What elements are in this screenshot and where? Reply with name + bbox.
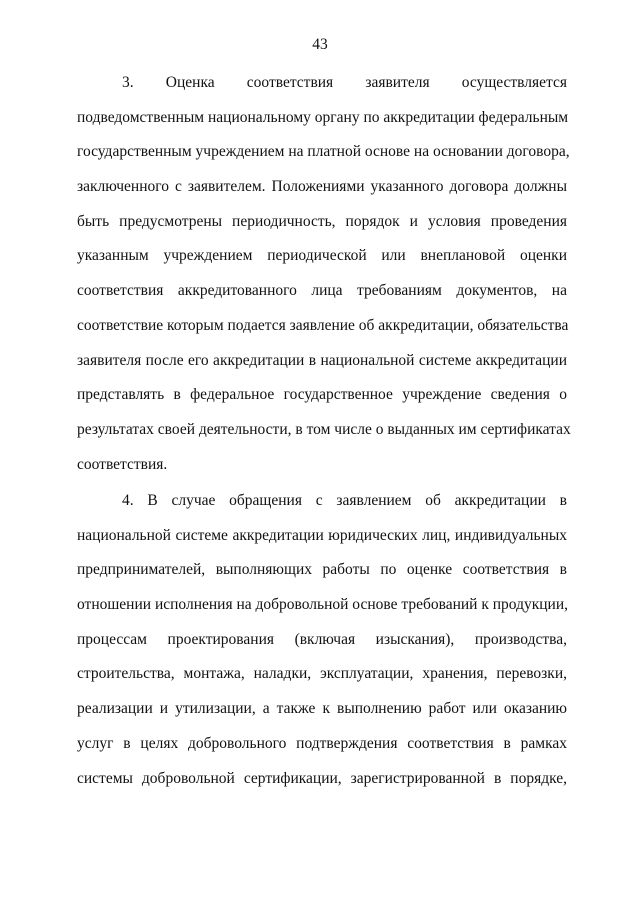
paragraph-line: соответствие которым подается заявление об аккредитации, обязательства <box>77 316 569 334</box>
paragraph-line: указанным учреждением периодической или внеплановой оценки <box>77 247 567 265</box>
paragraph-line: 4. В случае обращения с заявлением об аккредитации в <box>122 492 567 509</box>
paragraph-line: государственным учреждением на платной основе на основании договора, <box>77 143 570 161</box>
paragraph-line: реализации и утилизации, а также к выполнению работ или оказанию <box>77 700 567 718</box>
paragraph-line: системы добровольной сертификации, зарегистрированной в порядке, <box>77 769 567 787</box>
paragraph-line: отношении исполнения на добровольной основе требований к продукции, <box>77 596 569 614</box>
paragraph-line: заключенного с заявителем. Положениями указанного договора должны <box>77 178 567 196</box>
paragraph-line: подведомственным национальному органу по аккредитации федеральным <box>77 108 569 126</box>
paragraph-line: соответствия аккредитованного лица требованиям документов, на <box>77 282 567 300</box>
paragraph-line: заявителя после его аккредитации в национальной системе аккредитации <box>77 351 567 369</box>
paragraph-line: строительства, монтажа, наладки, эксплуатации, хранения, перевозки, <box>77 665 567 683</box>
page-number: 43 <box>312 36 328 53</box>
paragraph-line: услуг в целях добровольного подтверждения соответствия в рамках <box>77 734 567 752</box>
paragraph-line: соответствия. <box>77 455 168 473</box>
paragraph-line: предпринимателей, выполняющих работы по оценке соответствия в <box>77 561 567 579</box>
paragraph-line: быть предусмотрены периодичность, порядок и условия проведения <box>77 212 567 230</box>
paragraph-line: процессам проектирования (включая изыскания), производства, <box>77 630 567 648</box>
paragraph-line: национальной системе аккредитации юридических лиц, индивидуальных <box>77 526 567 544</box>
paragraph-4 <box>77 491 567 803</box>
paragraph-line: представлять в федеральное государственное учреждение сведения о <box>77 386 567 404</box>
paragraph-line: результатах своей деятельности, в том числе о выданных им сертификатах <box>77 420 571 438</box>
paragraph-line: 3. Оценка соответствия заявителя осуществляется <box>122 74 567 91</box>
paragraph-3 <box>77 73 571 489</box>
